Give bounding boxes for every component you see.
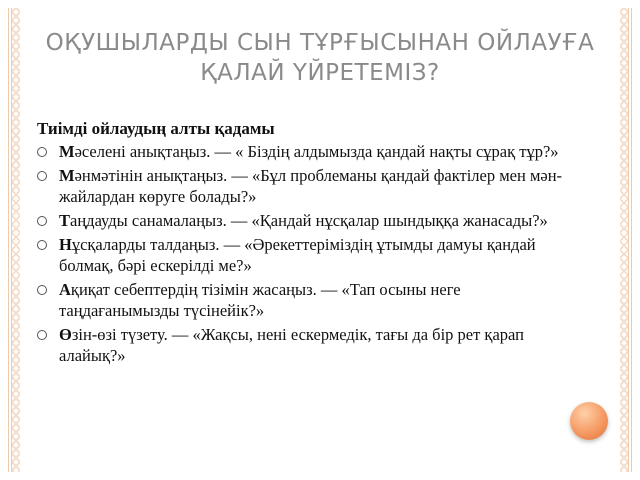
list-item	[37, 141, 567, 162]
bullet-icon	[37, 171, 47, 181]
bullet-icon	[37, 285, 47, 295]
list-item	[37, 324, 567, 366]
list-item	[37, 234, 567, 276]
list-item-lead: Н	[59, 235, 72, 254]
bullet-list	[37, 141, 567, 369]
list-item	[37, 165, 567, 207]
list-item-text: ұсқаларды талдаңыз. — «Әрекеттеріміздің ұтымды дамуы қандай болмақ, бәрі ескерілді ме?»	[59, 235, 536, 275]
slide-subtitle: Тиімді ойлаудың алты қадамы	[37, 119, 275, 138]
decorative-orb-icon	[570, 402, 608, 440]
list-item-lead: Т	[59, 211, 71, 230]
list-item-text: әселені анықтаңыз. — « Біздің алдымызда қандай нақты сұрақ тұр?»	[74, 142, 559, 161]
list-item-text: қиқат себептердің тізімін жасаңыз. — «Тап осыны неге таңдағанымызды түсінейік?»	[59, 280, 461, 320]
list-item-text: зін-өзі түзету. — «Жақсы, нені ескермедік, тағы да бір рет қарап алайық?»	[59, 325, 524, 365]
bullet-icon	[37, 240, 47, 250]
list-item-lead: Ө	[59, 325, 72, 344]
list-item-lead: М	[59, 142, 75, 161]
slide-title: ОҚУШЫЛАРДЫ СЫН ТҰРҒЫСЫНАН ОЙЛАУҒА ҚАЛАЙ ҮЙРЕТЕМІЗ?	[45, 30, 595, 86]
list-item-lead: М	[59, 166, 75, 185]
list-item-text: әнмәтінін анықтаңыз. — «Бұл проблеманы қандай фактілер мен мән-жайлардан көруге болады?»	[59, 166, 563, 206]
list-item-lead: А	[59, 280, 71, 299]
bullet-icon	[37, 216, 47, 226]
list-item	[37, 279, 567, 321]
bullet-icon	[37, 330, 47, 340]
list-item	[37, 210, 567, 231]
bullet-icon	[37, 147, 47, 157]
left-decorative-border	[12, 8, 20, 472]
right-decorative-border	[620, 8, 628, 472]
list-item-text: аңдауды санамалаңыз. — «Қандай нұсқалар шындыққа жанасады?»	[70, 211, 548, 230]
